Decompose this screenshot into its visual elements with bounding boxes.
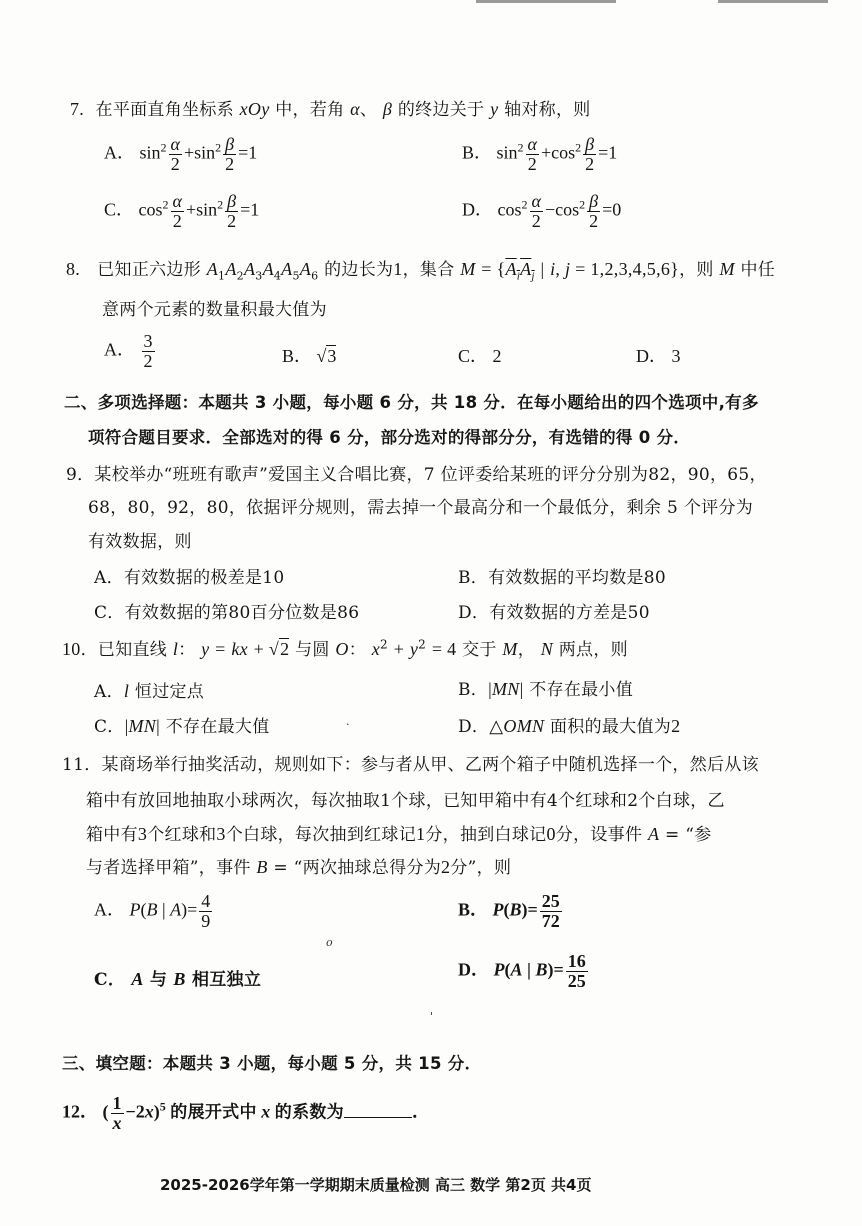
q9-option-a: A．有效数据的极差是10 [94,568,285,588]
scan-speck: · [346,718,350,731]
q7-stem: 7. 在平面直角坐标系 xOy 中，若角 α、 β 的终边关于 y 轴对称，则 [70,99,591,120]
q9-stem-line3: 有效数据，则 [88,532,192,552]
q12-stem: 12． ( $\frac{1}{x}$ −2x)$^5$ 的展开式中 x 的系数为 ． [62,1093,430,1133]
q9-option-b: B．有效数据的平均数是80 [458,568,667,588]
q11-option-a: A． P(B | A)= $\frac{4}{9}$ [94,891,211,931]
scan-edge-mark [718,0,828,3]
q9-stem-line2: 68，80，92，80，依据评分规则，需去掉一个最高分和一个最低分，剩余 5 个评分为 [88,498,754,518]
q11-stem-line1: 11．某商场举行抽奖活动，规则如下：参与者从甲、乙两个箱子中随机选择一个，然后从该 [62,755,759,775]
q10-option-b: B．|MN| 不存在最小值 [458,679,634,700]
q8-option-c: C． 2 [458,346,502,366]
q12-answer-blank[interactable] [344,1101,412,1118]
page-footer: 2025-2026学年第一学期期末质量检测 高三 数学 第2页 共4页 [160,1176,592,1194]
q11-stem-line2: 箱中有放回地抽取小球两次，每次抽取1个球，已知甲箱中有4个红球和2个白球，乙 [86,791,725,811]
q7-option-d: D． $\cos^2$ $\frac{\alpha}{2}$ $-\cos^2$ $\frac{\beta}{2}$ =0 [462,191,622,231]
q10-option-d: D．△OMN 面积的最大值为2 [458,716,681,737]
q7-option-b: B． $\sin^2$ $\frac{\alpha}{2}$ $+\cos^2$ $\frac{\beta}{2}$ =1 [462,134,618,174]
scan-edge-mark [476,0,616,3]
q8-option-d: D． 3 [636,346,681,366]
section2-header-line2: 项符合题目要求．全部选对的得 6 分，部分选对的得部分分，有选错的得 0 分． [88,428,691,447]
q10-stem: 10．已知直线 l： y = kx + √2 与圆 O： $x^2 + y^2 = 4$ 交于 M， N 两点，则 [62,637,628,660]
q7-option-c: C． $\cos^2$ $\frac{\alpha}{2}$ $+\sin^2$ $\frac{\beta}{2}$ =1 [104,191,260,231]
q8-stem-line1: 8. 已知正六边形 $A_1A_2A_3A_4A_5A_6$ 的边长为1，集合 $M = \{A_iA_j$ | i, j = 1,2,3,4,5,6}，则 M 中任 [66,259,776,283]
q11-option-c: C． A 与 B 相互独立 [94,969,262,990]
scan-speck: o [326,936,333,949]
q11-stem-line4: 与者选择甲箱”，事件 B = “两次抽球总得分为2分”，则 [86,857,512,878]
q9-stem-line1: 9．某校举办“班班有歌声”爱国主义合唱比赛，7 位评委给某班的评分分别为82，90，65， [66,465,767,485]
q9-option-d: D．有效数据的方差是50 [458,603,650,623]
q11-option-d: D． P(A | B)= $\frac{16}{25}$ [458,951,586,991]
q10-option-c: C．|MN| 不存在最大值 [94,716,270,737]
section3-header: 三、填空题：本题共 3 小题，每小题 5 分，共 15 分． [62,1054,482,1073]
q11-stem-line3: 箱中有3个红球和3个白球，每次抽到红球记1分，抽到白球记0分，设事件 A = “参 [86,824,712,845]
q9-option-c: C．有效数据的第80百分位数是86 [94,603,360,623]
scan-speck: ' [430,1010,434,1023]
q8-stem-line2: 意两个元素的数量积最大值为 [102,300,327,320]
q8-option-a: A． $\frac{3}{2}$ [104,331,153,371]
section2-header-line1: 二、多项选择题：本题共 3 小题，每小题 6 分，共 18 分．在每小题给出的四个选项中,有多 [64,393,759,412]
q8-option-b: B． √3 [282,346,337,366]
q11-option-b: B． P(B)= $\frac{25}{72}$ [458,891,560,931]
q7-option-a: A． $\sin^2$ $\frac{\alpha}{2}$ $+\sin^2$ $\frac{\beta}{2}$ =1 [104,134,258,174]
q10-option-a: A．l 恒过定点 [94,681,205,702]
